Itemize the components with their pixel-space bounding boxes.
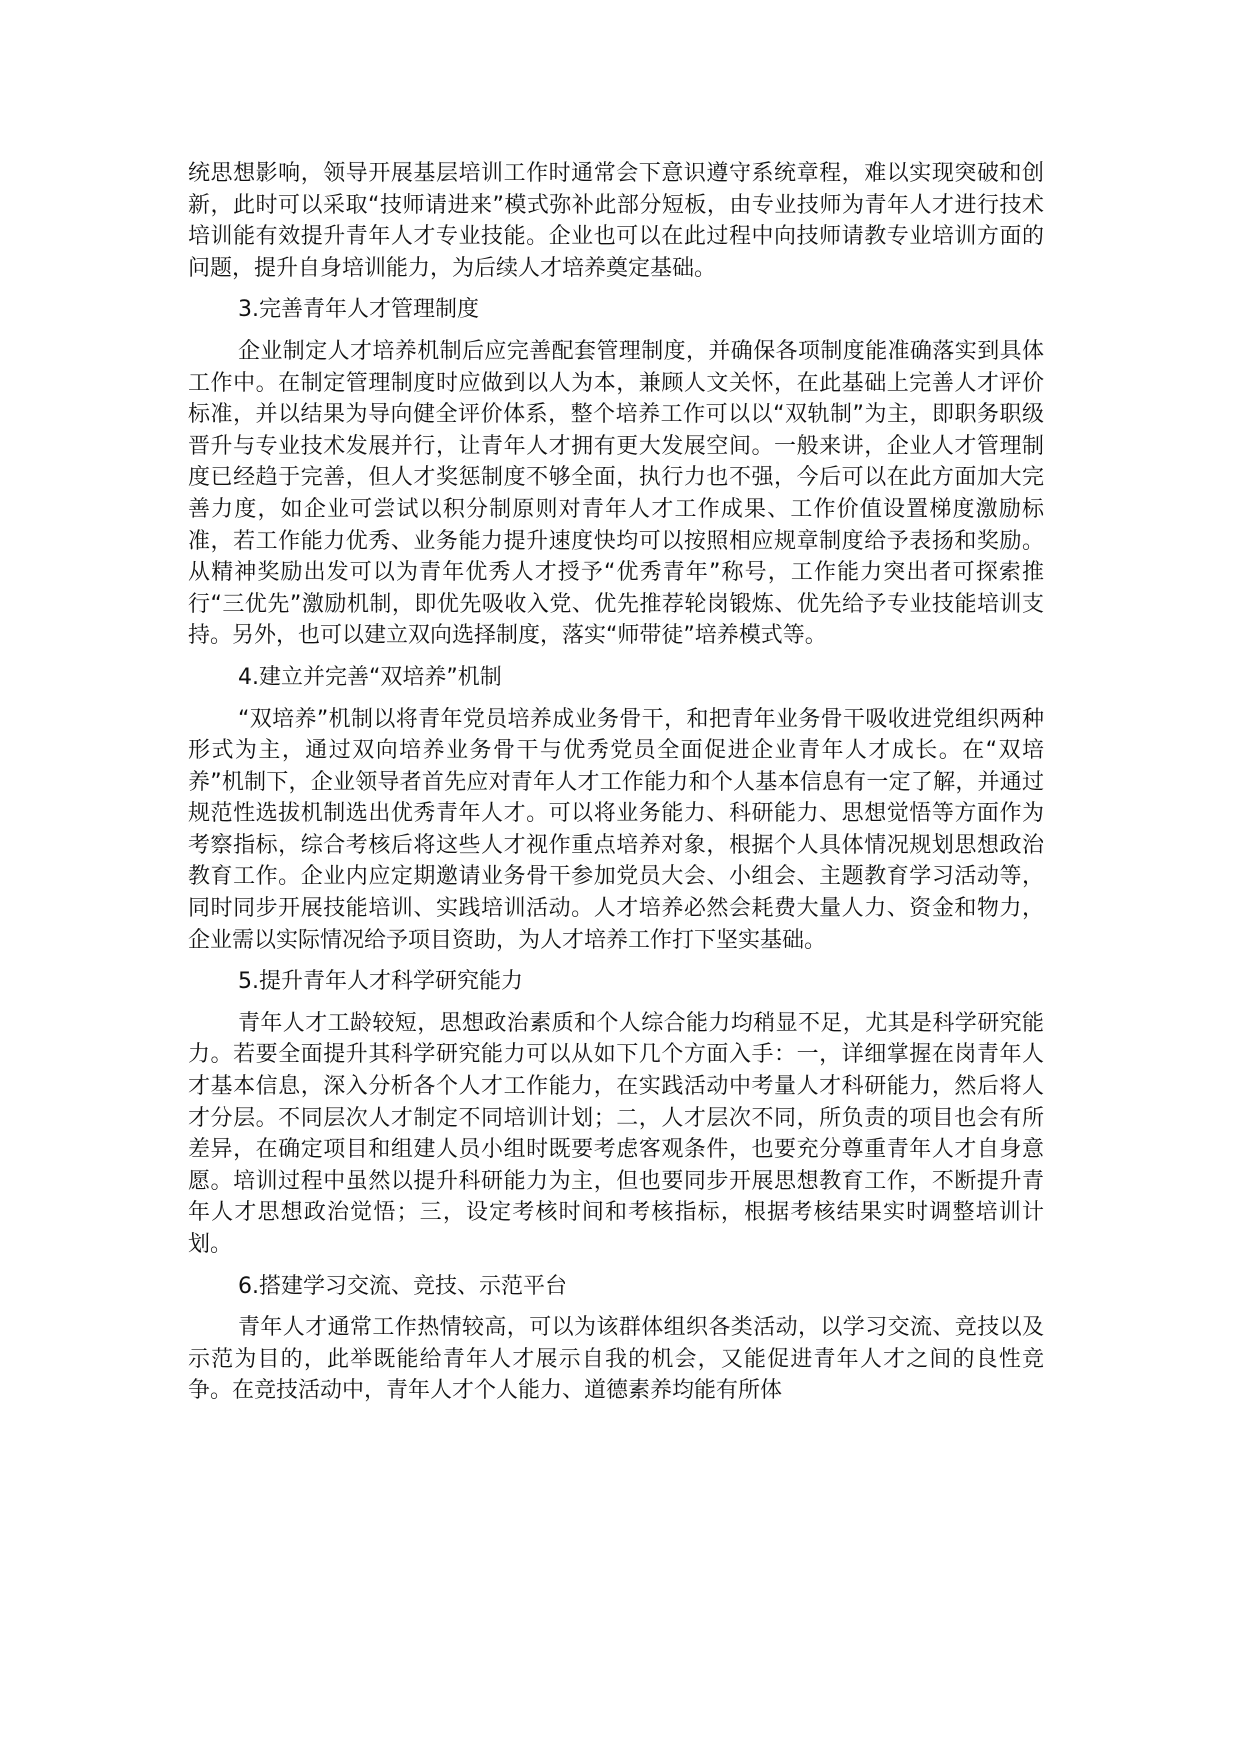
section-heading-5: 5.提升青年人才科学研究能力	[238, 969, 523, 995]
paragraph-double-training: “双培养”机制以将青年党员培养成业务骨干，和把青年业务骨干吸收进党组织两种形式为主，通过双向培养业务骨干与优秀党员全面促进企业青年人才成长。在“双培养”机制下，企业领导者首先应对青年人才工作能力和个人基本信息有一定了解，并通过规范性选拔机制选出优秀青年人才。可以将业务能力、科研能力、思想觉悟等方面作为考察指标，综合考核后将这些人才视作重点培养对象，根据个人具体情况规划思想政治教育工作。企业内应定期邀请业务骨干参加党员大会、小组会、主题教育学习活动等，同时同步开展技能培训、实践培训活动。人才培养必然会耗费大量人力、资金和物力，企业需以实际情况给予项目资助，为人才培养工作打下坚实基础。	[188, 706, 1044, 953]
paragraph-platform: 青年人才通常工作热情较高，可以为该群体组织各类活动，以学习交流、竞技以及示范为目的，此举既能给青年人才展示自我的机会，又能促进青年人才之间的良性竞争。在竞技活动中，青年人才个人能力、道德素养均能有所体	[188, 1315, 1044, 1404]
section-heading-4: 4.建立并完善“双培养”机制	[238, 664, 502, 690]
paragraph-research-ability: 青年人才工龄较短，思想政治素质和个人综合能力均稍显不足，尤其是科学研究能力。若要全面提升其科学研究能力可以从如下几个方面入手：一，详细掌握在岗青年人才基本信息，深入分析各个人才工作能力，在实践活动中考量人才科研能力，然后将人才分层。不同层次人才制定不同培训计划；二，人才层次不同，所负责的项目也会有所差异，在确定项目和组建人员小组时既要考虑客观条件，也要充分尊重青年人才自身意愿。培训过程中虽然以提升科研能力为主，但也要同步开展思想教育工作，不断提升青年人才思想政治觉悟；三，设定考核时间和考核指标，根据考核结果实时调整培训计划。	[188, 1010, 1044, 1257]
section-heading-3: 3.完善青年人才管理制度	[238, 297, 479, 323]
paragraph-continued: 统思想影响，领导开展基层培训工作时通常会下意识遵守系统章程，难以实现突破和创新，此时可以采取“技师请进来”模式弥补此部分短板，由专业技师为青年人才进行技术培训能有效提升青年人才专业技能。企业也可以在此过程中向技师请教专业培训方面的问题，提升自身培训能力，为后续人才培养奠定基础。	[188, 161, 1044, 281]
section-heading-6: 6.搭建学习交流、竞技、示范平台	[238, 1273, 567, 1299]
document-page	[188, 158, 1044, 1417]
paragraph-management-system: 企业制定人才培养机制后应完善配套管理制度，并确保各项制度能准确落实到具体工作中。在制定管理制度时应做到以人为本，兼顾人文关怀，在此基础上完善人才评价标准，并以结果为导向健全评价体系，整个培养工作可以以“双轨制”为主，即职务职级晋升与专业技术发展并行，让青年人才拥有更大发展空间。一般来讲，企业人才管理制度已经趋于完善，但人才奖惩制度不够全面，执行力也不强，今后可以在此方面加大完善力度，如企业可尝试以积分制原则对青年人才工作成果、工作价值设置梯度激励标准，若工作能力优秀、业务能力提升速度快均可以按照相应规章制度给予表扬和奖励。从精神奖励出发可以为青年优秀人才授予“优秀青年”称号，工作能力突出者可探索推行“三优先”激励机制，即优先吸收入党、优先推荐轮岗锻炼、优先给予专业技能培训支持。另外，也可以建立双向选择制度，落实“师带徒”培养模式等。	[188, 338, 1044, 649]
